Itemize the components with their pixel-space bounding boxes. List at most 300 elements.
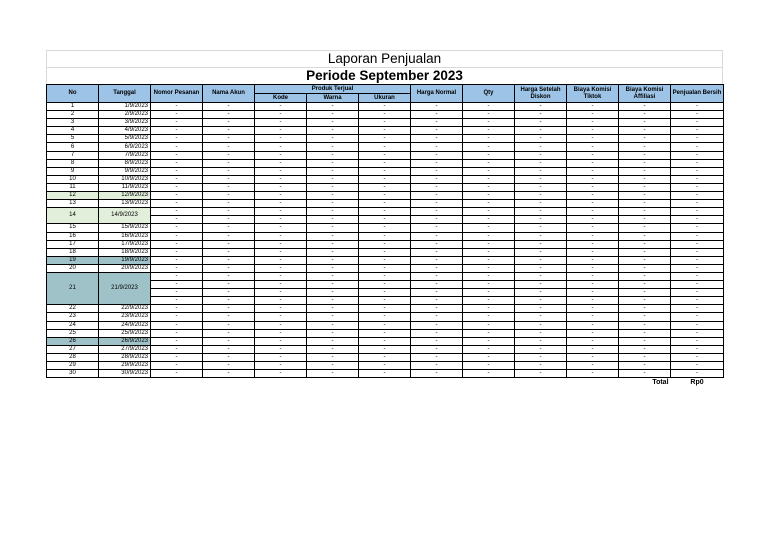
table-row [47,248,724,256]
row-no: 2 [47,111,99,119]
row-date: 28/9/2023 [99,353,151,361]
table-row [47,151,724,159]
empty-cell: - [463,119,515,127]
header-biaya-komisi-tiktok: Biaya Komisi Tiktok [567,85,619,103]
empty-cell: - [567,321,619,329]
empty-cell: - [203,167,255,175]
empty-cell: - [151,103,203,111]
empty-cell: - [671,362,724,370]
empty-cell: - [411,248,463,256]
table-row [47,256,724,264]
empty-cell: - [411,175,463,183]
table-row [47,167,724,175]
empty-cell: - [255,321,307,329]
empty-cell: - [619,329,671,337]
empty-cell: - [255,370,307,378]
row-no: 12 [47,192,99,200]
report-title: Laporan Penjualan [46,50,723,67]
empty-cell: - [619,345,671,353]
empty-cell: - [203,143,255,151]
empty-cell: - [463,256,515,264]
empty-cell: - [567,281,619,289]
row-date: 18/9/2023 [99,248,151,256]
empty-cell: - [619,111,671,119]
empty-cell: - [203,111,255,119]
empty-cell: - [463,232,515,240]
empty-cell: - [619,119,671,127]
empty-cell: - [359,248,411,256]
empty-cell: - [463,248,515,256]
empty-cell: - [515,200,567,208]
empty-cell: - [203,321,255,329]
table-row [47,192,724,200]
empty-cell: - [619,216,671,224]
empty-cell: - [671,208,724,216]
empty-cell: - [567,240,619,248]
row-date: 15/9/2023 [99,224,151,232]
row-no: 29 [47,362,99,370]
empty-cell: - [203,281,255,289]
empty-cell: - [151,337,203,345]
empty-cell: - [515,337,567,345]
empty-cell: - [515,248,567,256]
empty-cell: - [567,119,619,127]
empty-cell: - [307,127,359,135]
empty-cell: - [203,248,255,256]
header-ukuran: Ukuran [359,94,411,103]
empty-cell: - [307,313,359,321]
empty-cell: - [151,224,203,232]
empty-cell: - [255,208,307,216]
empty-cell: - [515,281,567,289]
empty-cell: - [671,183,724,191]
empty-cell: - [307,362,359,370]
empty-cell: - [515,127,567,135]
empty-cell: - [411,281,463,289]
empty-cell: - [151,329,203,337]
empty-cell: - [151,119,203,127]
empty-cell: - [515,232,567,240]
empty-cell: - [255,200,307,208]
header-warna: Warna [307,94,359,103]
empty-cell: - [151,256,203,264]
table-row [47,305,724,313]
row-date: 30/9/2023 [99,370,151,378]
empty-cell: - [619,370,671,378]
empty-cell: - [255,272,307,280]
empty-cell: - [619,143,671,151]
empty-cell: - [151,305,203,313]
empty-cell: - [203,200,255,208]
empty-cell: - [463,297,515,305]
empty-cell: - [515,224,567,232]
empty-cell: - [203,240,255,248]
empty-cell: - [671,119,724,127]
empty-cell: - [307,345,359,353]
row-date: 29/9/2023 [99,362,151,370]
empty-cell: - [359,103,411,111]
empty-cell: - [359,345,411,353]
empty-cell: - [203,135,255,143]
empty-cell: - [359,216,411,224]
empty-cell: - [151,183,203,191]
table-row [47,232,724,240]
empty-cell: - [307,264,359,272]
empty-cell: - [671,175,724,183]
empty-cell: - [671,127,724,135]
header-produk-terjual: Produk Terjual [255,85,411,94]
empty-cell: - [255,111,307,119]
empty-cell: - [359,329,411,337]
empty-cell: - [307,272,359,280]
empty-cell: - [307,297,359,305]
empty-cell: - [619,135,671,143]
empty-cell: - [359,175,411,183]
empty-cell: - [255,232,307,240]
empty-cell: - [255,281,307,289]
empty-cell: - [255,167,307,175]
empty-cell: - [151,272,203,280]
empty-cell: - [151,289,203,297]
empty-cell: - [359,321,411,329]
row-date: 5/9/2023 [99,135,151,143]
table-row [47,119,724,127]
row-no: 4 [47,127,99,135]
total-label: Total [619,378,671,388]
row-date: 12/9/2023 [99,192,151,200]
empty-cell: - [463,216,515,224]
empty-cell: - [463,281,515,289]
empty-cell: - [619,224,671,232]
row-date: 22/9/2023 [99,305,151,313]
empty-cell: - [255,216,307,224]
empty-cell: - [619,272,671,280]
row-date: 27/9/2023 [99,345,151,353]
empty-cell: - [619,151,671,159]
sales-table [46,84,724,387]
empty-cell: - [515,143,567,151]
row-date: 14/9/2023 [99,208,151,224]
table-row [47,264,724,272]
empty-cell: - [307,353,359,361]
empty-cell: - [619,321,671,329]
empty-cell: - [515,175,567,183]
empty-cell: - [359,159,411,167]
row-no: 8 [47,159,99,167]
empty-cell: - [203,159,255,167]
empty-cell: - [359,240,411,248]
empty-cell: - [255,362,307,370]
header-nama-akun: Nama Akun [203,85,255,103]
empty-cell: - [151,167,203,175]
empty-cell: - [151,313,203,321]
empty-cell: - [567,175,619,183]
empty-cell: - [151,362,203,370]
empty-cell: - [203,264,255,272]
row-no: 3 [47,119,99,127]
header-biaya-komisi-affiliasi: Biaya Komisi Affiliasi [619,85,671,103]
empty-cell: - [619,200,671,208]
empty-cell: - [307,240,359,248]
empty-cell: - [671,111,724,119]
empty-cell: - [359,353,411,361]
empty-cell: - [515,208,567,216]
empty-cell: - [619,313,671,321]
row-date: 9/9/2023 [99,167,151,175]
empty-cell: - [619,248,671,256]
empty-cell: - [671,305,724,313]
row-date: 17/9/2023 [99,240,151,248]
empty-cell: - [619,297,671,305]
empty-cell: - [359,183,411,191]
row-no: 20 [47,264,99,272]
total-value: Rp0 [671,378,724,388]
row-no: 24 [47,321,99,329]
empty-cell: - [671,313,724,321]
empty-cell: - [255,127,307,135]
empty-cell: - [307,208,359,216]
empty-cell: - [203,232,255,240]
empty-cell: - [255,256,307,264]
table-row [47,272,724,280]
empty-cell: - [463,370,515,378]
row-no: 26 [47,337,99,345]
table-row [47,143,724,151]
empty-cell: - [411,370,463,378]
empty-cell: - [463,345,515,353]
row-date: 1/9/2023 [99,103,151,111]
empty-cell: - [411,345,463,353]
empty-cell: - [203,256,255,264]
empty-cell: - [411,256,463,264]
empty-cell: - [411,183,463,191]
table-row [47,345,724,353]
empty-cell: - [307,281,359,289]
empty-cell: - [359,297,411,305]
empty-cell: - [671,264,724,272]
empty-cell: - [203,216,255,224]
empty-cell: - [567,192,619,200]
empty-cell: - [619,337,671,345]
empty-cell: - [203,289,255,297]
empty-cell: - [619,264,671,272]
empty-cell: - [359,232,411,240]
row-no: 9 [47,167,99,175]
empty-cell: - [307,192,359,200]
table-row [47,200,724,208]
empty-cell: - [255,143,307,151]
empty-cell: - [203,224,255,232]
empty-cell: - [203,305,255,313]
empty-cell: - [619,353,671,361]
empty-cell: - [671,232,724,240]
empty-cell: - [359,111,411,119]
empty-cell: - [515,345,567,353]
table-row [47,321,724,329]
empty-cell: - [463,337,515,345]
empty-cell: - [151,264,203,272]
empty-cell: - [359,264,411,272]
table-row [47,183,724,191]
empty-cell: - [203,370,255,378]
empty-cell: - [463,289,515,297]
row-date: 20/9/2023 [99,264,151,272]
row-no: 13 [47,200,99,208]
empty-cell: - [463,313,515,321]
empty-cell: - [515,289,567,297]
row-no: 6 [47,143,99,151]
report-sheet [46,50,723,387]
empty-cell: - [203,151,255,159]
empty-cell: - [255,192,307,200]
empty-cell: - [203,183,255,191]
empty-cell: - [671,240,724,248]
empty-cell: - [671,370,724,378]
row-no: 16 [47,232,99,240]
empty-cell: - [567,305,619,313]
header-tanggal: Tanggal [99,85,151,103]
empty-cell: - [203,329,255,337]
empty-cell: - [307,232,359,240]
empty-cell: - [151,200,203,208]
empty-cell: - [567,289,619,297]
empty-cell: - [307,167,359,175]
empty-cell: - [671,159,724,167]
header-harga-normal: Harga Normal [411,85,463,103]
empty-cell: - [307,305,359,313]
row-no: 19 [47,256,99,264]
empty-cell: - [359,305,411,313]
empty-cell: - [515,362,567,370]
empty-cell: - [567,337,619,345]
empty-cell: - [203,208,255,216]
empty-cell: - [411,143,463,151]
empty-cell: - [515,272,567,280]
empty-cell: - [151,297,203,305]
empty-cell: - [359,337,411,345]
row-date: 3/9/2023 [99,119,151,127]
empty-cell: - [567,272,619,280]
header-qty: Qty [463,85,515,103]
empty-cell: - [567,103,619,111]
empty-cell: - [151,111,203,119]
empty-cell: - [203,297,255,305]
row-date: 4/9/2023 [99,127,151,135]
empty-cell: - [463,305,515,313]
empty-cell: - [619,159,671,167]
empty-cell: - [619,289,671,297]
empty-cell: - [411,111,463,119]
empty-cell: - [567,353,619,361]
empty-cell: - [359,167,411,175]
empty-cell: - [307,289,359,297]
empty-cell: - [463,103,515,111]
empty-cell: - [359,143,411,151]
empty-cell: - [151,370,203,378]
empty-cell: - [203,127,255,135]
table-row [47,329,724,337]
empty-cell: - [567,256,619,264]
empty-cell: - [671,135,724,143]
empty-cell: - [619,305,671,313]
row-date: 10/9/2023 [99,175,151,183]
empty-cell: - [515,297,567,305]
empty-cell: - [359,272,411,280]
empty-cell: - [359,362,411,370]
empty-cell: - [567,151,619,159]
empty-cell: - [359,127,411,135]
empty-cell: - [515,321,567,329]
empty-cell: - [411,232,463,240]
empty-cell: - [307,224,359,232]
empty-cell: - [359,313,411,321]
empty-cell: - [307,135,359,143]
empty-cell: - [203,175,255,183]
empty-cell: - [307,175,359,183]
empty-cell: - [151,151,203,159]
empty-cell: - [411,151,463,159]
empty-cell: - [307,183,359,191]
table-row [47,370,724,378]
row-no: 21 [47,272,99,304]
empty-cell: - [463,208,515,216]
empty-cell: - [515,256,567,264]
empty-cell: - [255,135,307,143]
table-row [47,127,724,135]
empty-cell: - [411,240,463,248]
empty-cell: - [567,248,619,256]
row-no: 25 [47,329,99,337]
empty-cell: - [411,353,463,361]
table-row [47,240,724,248]
empty-cell: - [151,143,203,151]
empty-cell: - [151,159,203,167]
empty-cell: - [307,256,359,264]
empty-cell: - [359,135,411,143]
empty-cell: - [411,224,463,232]
empty-cell: - [567,143,619,151]
empty-cell: - [255,175,307,183]
row-no: 15 [47,224,99,232]
empty-cell: - [307,329,359,337]
row-date: 7/9/2023 [99,151,151,159]
empty-cell: - [619,103,671,111]
empty-cell: - [151,127,203,135]
empty-cell: - [567,297,619,305]
empty-cell: - [671,345,724,353]
empty-cell: - [515,111,567,119]
empty-cell: - [515,151,567,159]
empty-cell: - [515,353,567,361]
empty-cell: - [359,119,411,127]
empty-cell: - [151,208,203,216]
empty-cell: - [515,313,567,321]
row-no: 23 [47,313,99,321]
report-period: Periode September 2023 [46,67,723,84]
empty-cell: - [515,216,567,224]
empty-cell: - [567,208,619,216]
empty-cell: - [671,200,724,208]
table-row [47,337,724,345]
row-no: 10 [47,175,99,183]
empty-cell: - [619,240,671,248]
empty-cell: - [515,370,567,378]
empty-cell: - [619,362,671,370]
table-row [47,135,724,143]
row-no: 1 [47,103,99,111]
empty-cell: - [255,240,307,248]
empty-cell: - [151,345,203,353]
